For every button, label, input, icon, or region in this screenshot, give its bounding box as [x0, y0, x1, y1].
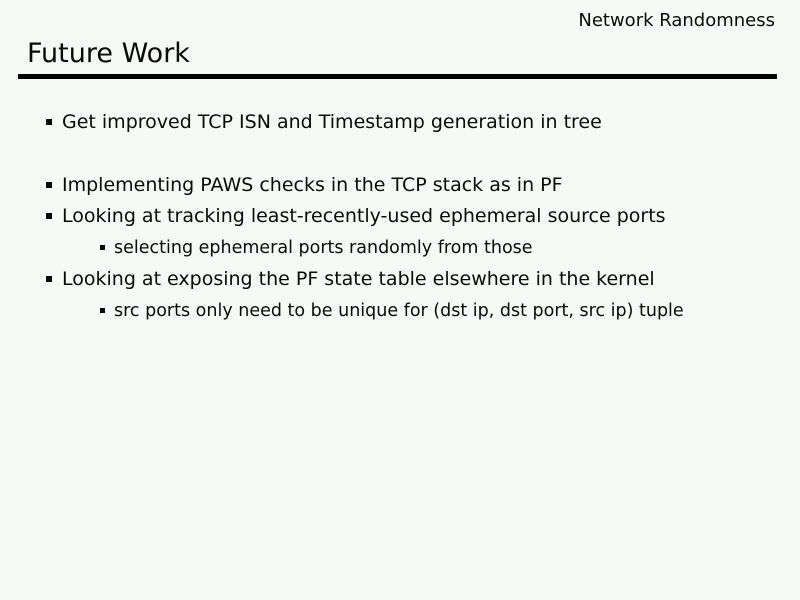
bullet-row	[46, 295, 790, 327]
bullet-text: Looking at tracking least-recently-used ephemeral source ports	[62, 205, 666, 228]
bullet-row	[46, 106, 790, 138]
bullet-square-icon	[46, 213, 52, 219]
bullet-list	[46, 106, 790, 327]
bullet-square-icon	[46, 119, 52, 125]
bullet-row	[46, 264, 790, 296]
bullet-text: Implementing PAWS checks in the TCP stack as in PF	[62, 173, 563, 196]
bullet-text: Looking at exposing the PF state table elsewhere in the kernel	[62, 268, 655, 291]
bullet-spacer	[46, 138, 790, 170]
bullet-row	[46, 232, 790, 264]
bullet-square-icon	[46, 276, 52, 282]
bullet-text: selecting ephemeral ports randomly from those	[114, 237, 533, 258]
page-title: Future Work	[27, 38, 190, 69]
title-rule	[18, 74, 777, 79]
bullet-square-icon	[46, 182, 52, 188]
bullet-square-icon	[100, 308, 105, 313]
bullet-row	[46, 201, 790, 233]
slide-header: Network Randomness	[578, 10, 775, 31]
bullet-row	[46, 169, 790, 201]
bullet-square-icon	[100, 245, 105, 250]
bullet-text: Get improved TCP ISN and Timestamp generation in tree	[62, 110, 602, 133]
bullet-text: src ports only need to be unique for (dst ip, dst port, src ip) tuple	[114, 300, 684, 321]
